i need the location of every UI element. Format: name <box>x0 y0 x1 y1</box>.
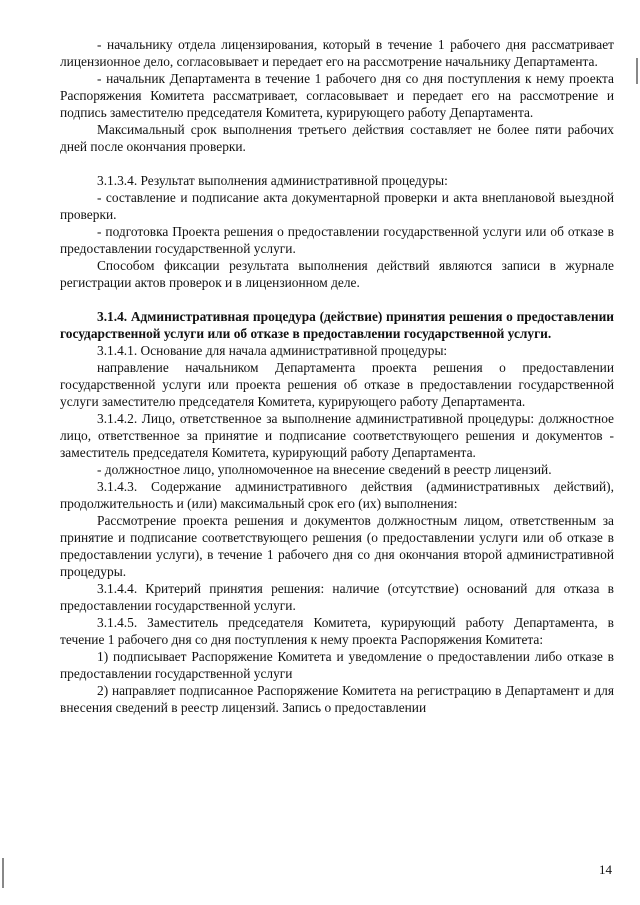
scan-edge-mark <box>636 58 638 84</box>
paragraph: - должностное лицо, уполномоченное на внесение сведений в реестр лицензий. <box>97 462 552 477</box>
page-number: 14 <box>599 862 612 877</box>
paragraph: - подготовка Проекта решения о предоставлении государственной услуги или об отказе в предоставлении государственной услуги. <box>60 224 614 256</box>
section-heading: 3.1.3.4. Результат выполнения административной процедуры: <box>97 173 448 188</box>
bold-section-heading: 3.1.4. Административная процедура (действие) принятия решения о предоставлении государственной услуги или об отказе в предоставлении государственной услуги. <box>60 309 614 341</box>
paragraph: направление начальником Департамента проекта решения о предоставлении государственной услуги или проекта решения об отказе в предоставлении государственной услуги заместителю председателя Комитета, курирующего работу Департамента. <box>60 360 614 409</box>
paragraph: Способом фиксации результата выполнения действий являются записи в журнале регистрации актов проверок и в лицензионном деле. <box>60 258 614 290</box>
paragraph: 3.1.4.2. Лицо, ответственное за выполнение административной процедуры: должностное лицо, ответственное за принятие и подписание соответствующего решения и документов - заместитель председателя Комитета, курирующий работу Департамента. <box>60 411 614 460</box>
paragraph: 2) направляет подписанное Распоряжение Комитета на регистрацию в Департамент и для внесения сведений в реестр лицензий. Запись о предоставлении <box>60 683 614 715</box>
paragraph: - начальник Департамента в течение 1 рабочего дня со дня поступления к нему проекта Распоряжения Комитета рассматривает, согласовывает и передает его на рассмотрение и подпись заместителю председателя Комитета, курирующего работу Департамента. <box>60 71 614 120</box>
paragraph: Максимальный срок выполнения третьего действия составляет не более пяти рабочих дней после окончания проверки. <box>60 122 614 154</box>
paragraph: 3.1.4.4. Критерий принятия решения: наличие (отсутствие) оснований для отказа в предоставлении государственной услуги. <box>60 581 614 613</box>
paragraph: 3.1.4.5. Заместитель председателя Комитета, курирующий работу Департамента, в течение 1 рабочего дня со дня поступления к нему проекта Распоряжения Комитета: <box>60 615 614 647</box>
document-body <box>60 36 614 716</box>
scan-edge-mark <box>2 858 4 888</box>
paragraph: 3.1.4.1. Основание для начала административной процедуры: <box>97 343 448 358</box>
paragraph: Рассмотрение проекта решения и документов должностным лицом, ответственным за принятие и подписание соответствующего решения (о предоставлении услуги или об отказе в предоставлении услуги), в течение 1 рабочего дня со дня окончания второй административной процедуры. <box>60 513 614 579</box>
paragraph: - начальнику отдела лицензирования, который в течение 1 рабочего дня рассматривает лицензионное дело, согласовывает и передает его на рассмотрение начальнику Департамента. <box>60 37 614 69</box>
paragraph: 3.1.4.3. Содержание административного действия (административных действий), продолжительность и (или) максимальный срок его (их) выполнения: <box>60 479 614 511</box>
paragraph: - составление и подписание акта документарной проверки и акта внеплановой выездной проверки. <box>60 190 614 222</box>
paragraph: 1) подписывает Распоряжение Комитета и уведомление о предоставлении либо отказе в предоставлении государственной услуги <box>60 649 614 681</box>
